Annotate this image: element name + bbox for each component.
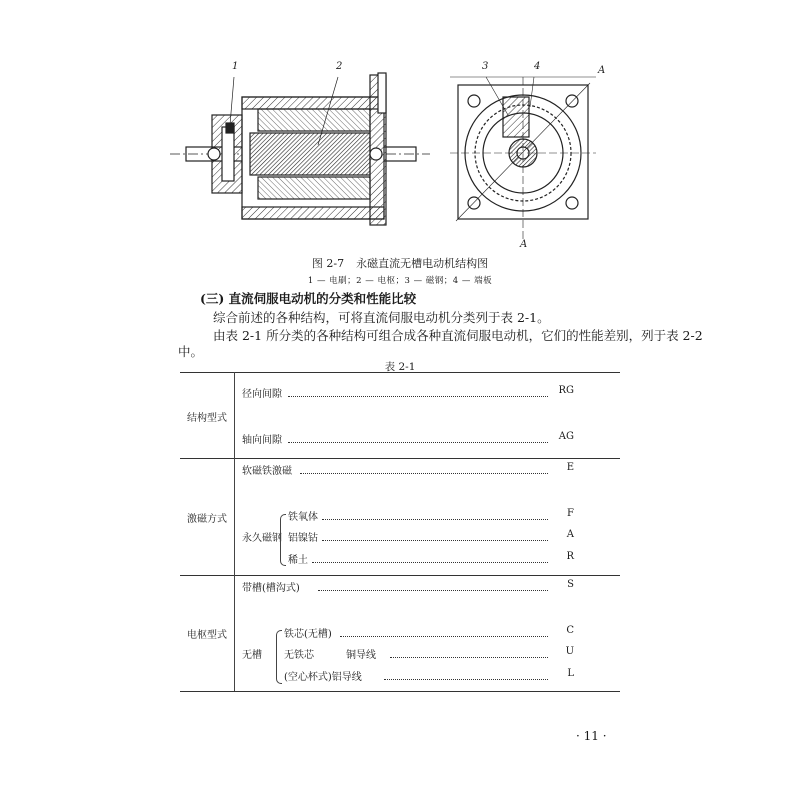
row-text: 无铁芯 bbox=[284, 650, 314, 661]
figure-number: 图 2-7 bbox=[311, 257, 345, 270]
motor-structure-figure bbox=[150, 55, 630, 255]
dot-leader bbox=[312, 562, 548, 563]
table-column-divider bbox=[234, 372, 235, 691]
group-label-structure: 结构型式 bbox=[187, 413, 227, 424]
row-code: F bbox=[567, 508, 574, 519]
row-code: C bbox=[566, 625, 574, 636]
dot-leader bbox=[384, 679, 548, 680]
cross-section bbox=[450, 77, 596, 241]
group-label-excitation: 激磁方式 bbox=[187, 514, 227, 525]
section-marker-bottom: A bbox=[520, 239, 528, 250]
row-text-extra: 铜导线 bbox=[346, 650, 376, 661]
row-code: A bbox=[566, 529, 574, 540]
callout-2: 2 bbox=[336, 61, 343, 72]
dot-leader bbox=[300, 473, 548, 474]
page-number: · 11 · bbox=[576, 729, 607, 743]
row-text: 带槽(槽沟式) bbox=[242, 583, 300, 594]
row-text: (空心杯式)铝导线 bbox=[284, 672, 362, 683]
paragraph-2: 由表 2-1 所分类的各种结构可组合成各种直流伺服电动机，它们的性能差别，列于表 2-2 bbox=[213, 328, 703, 343]
table-rule-bottom bbox=[180, 691, 620, 692]
row-code: L bbox=[567, 668, 574, 679]
dot-leader bbox=[288, 442, 548, 443]
row-code: AG bbox=[558, 431, 574, 442]
section-marker-top: A bbox=[598, 65, 606, 76]
row-text: 径向间隙 bbox=[242, 389, 282, 400]
row-text: 轴向间隙 bbox=[242, 435, 282, 446]
row-text: 铝镍钴 bbox=[288, 533, 318, 544]
sub-label-permanent-magnet: 永久磁钢 bbox=[242, 533, 282, 544]
callout-3: 3 bbox=[482, 61, 489, 72]
figure-legend: 1 — 电刷；2 — 电枢；3 — 磁钢；4 — 端板 bbox=[307, 276, 493, 286]
row-code: RG bbox=[558, 385, 574, 396]
figure-title: 永磁直流无槽电动机结构图 bbox=[356, 257, 489, 270]
callout-4: 4 bbox=[534, 61, 541, 72]
row-code: S bbox=[567, 579, 574, 590]
motor-drawing bbox=[150, 55, 630, 255]
dot-leader bbox=[390, 657, 548, 658]
figure-caption bbox=[0, 255, 800, 271]
dot-leader bbox=[340, 636, 548, 637]
table-rule-top bbox=[180, 372, 620, 373]
brace-icon bbox=[276, 630, 282, 684]
row-text: 铁芯(无槽) bbox=[284, 629, 332, 640]
row-code: U bbox=[565, 646, 574, 657]
sub-label-slotless: 无槽 bbox=[242, 650, 262, 661]
row-text: 稀土 bbox=[288, 555, 308, 566]
longitudinal-section bbox=[170, 73, 430, 225]
row-code: R bbox=[566, 551, 574, 562]
dot-leader bbox=[322, 540, 548, 541]
dot-leader bbox=[288, 396, 548, 397]
table-rule bbox=[180, 458, 620, 459]
section-heading: (三) 直流伺服电动机的分类和性能比较 bbox=[200, 291, 417, 306]
callout-1: 1 bbox=[232, 61, 239, 72]
dot-leader bbox=[318, 590, 548, 591]
row-code: E bbox=[566, 462, 574, 473]
dot-leader bbox=[322, 519, 548, 520]
brace-icon bbox=[280, 514, 286, 566]
row-text: 铁氧体 bbox=[288, 512, 318, 523]
row-text: 软磁铁激磁 bbox=[242, 466, 292, 477]
paragraph-2-continued: 中。 bbox=[178, 344, 204, 359]
paragraph-1: 综合前述的各种结构，可将直流伺服电动机分类列于表 2-1。 bbox=[213, 310, 550, 325]
table-title: 表 2-1 bbox=[384, 361, 416, 373]
table-rule bbox=[180, 575, 620, 576]
group-label-armature: 电枢型式 bbox=[187, 630, 227, 641]
